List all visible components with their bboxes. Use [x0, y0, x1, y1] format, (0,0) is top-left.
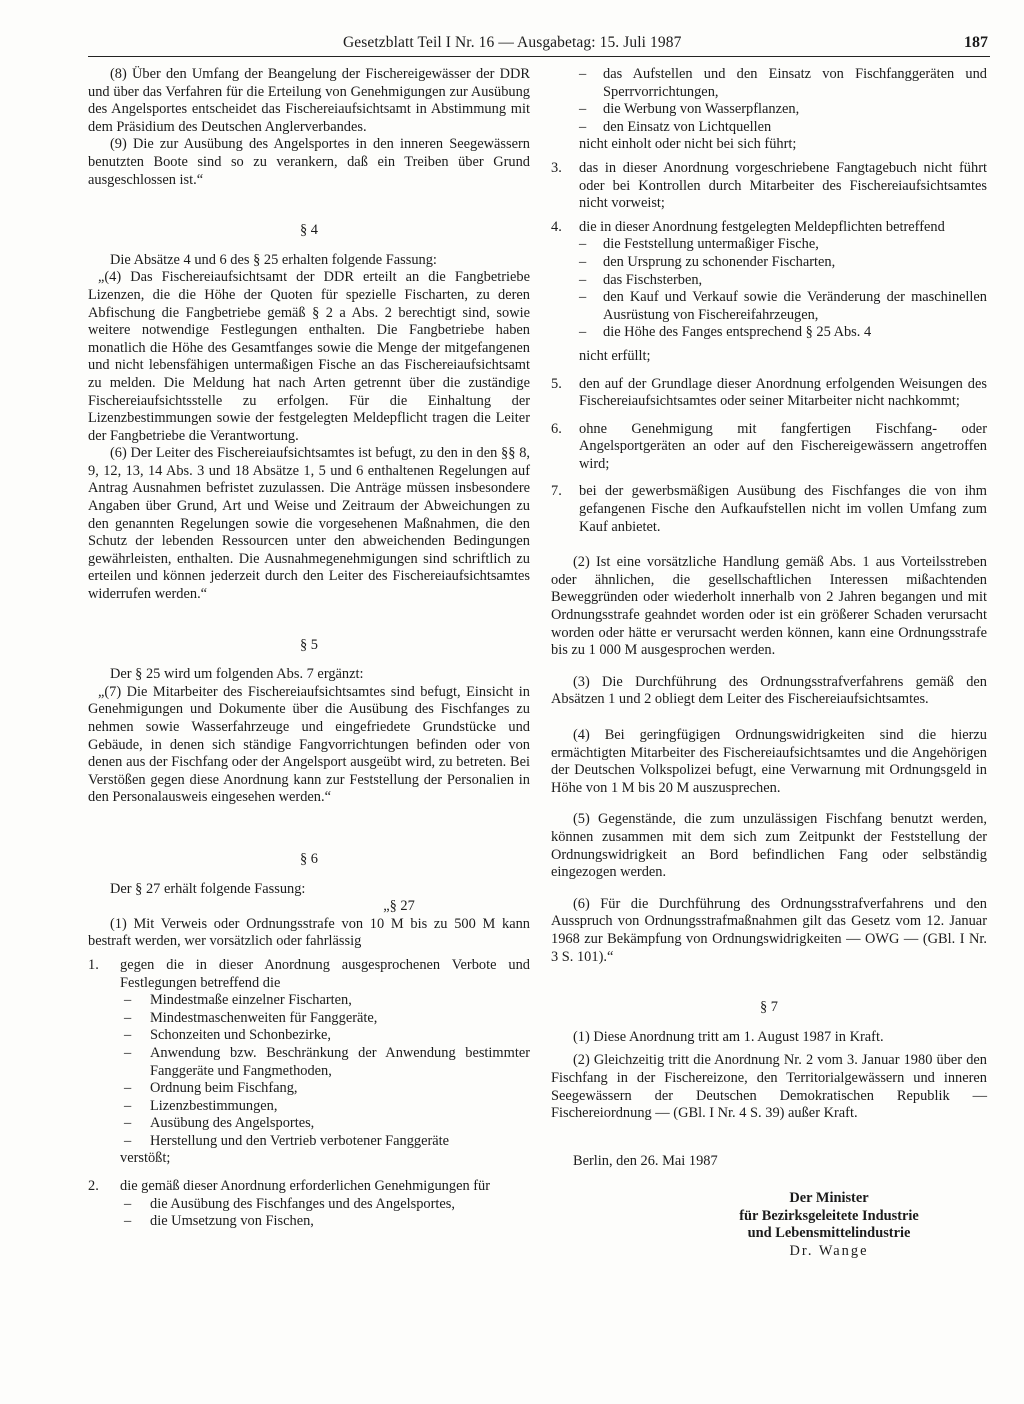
dash-item: – die Ausübung des Fischfanges und des Angelsportes, [124, 1195, 455, 1212]
item-text: bei der gewerbsmäßigen Ausübung des Fischfanges die von ihm gefangenen Fische den Aufkaufstellen nicht im vollen Umfang zum Kauf anbietet. [579, 483, 987, 535]
list-item [551, 219, 987, 237]
dash-text: Herstellung und den Vertrieb verbotener Fanggeräte [150, 1132, 450, 1149]
item-1-tail: verstößt; [120, 1150, 171, 1167]
dash-item: – den Kauf und Verkauf sowie die Veränderung der maschinellen Ausrüstung von Fischereifahrzeugen, [579, 289, 987, 323]
dash-item: – den Einsatz von Lichtquellen [579, 118, 772, 135]
paragraph-3: (3) Die Durchführung des Ordnungsstrafverfahrens gemäß den Absätzen 1 und 2 obliegt dem Leiter des Fischereiaufsichtsamtes. [551, 673, 987, 708]
item-text: die gemäß dieser Anordnung erforderlichen Genehmigungen für [120, 1178, 491, 1195]
list-item [551, 421, 987, 474]
dash-text: Mindestmaschenweiten für Fanggeräte, [150, 1009, 378, 1026]
place-date: Berlin, den 26. Mai 1987 [573, 1152, 718, 1169]
list-item [88, 1178, 530, 1196]
list-item [88, 957, 530, 992]
section-7-heading: § 7 [760, 999, 778, 1016]
page-number: 187 [964, 34, 988, 51]
item-text: ohne Genehmigung mit fangfertigen Fischfang- oder Angelsportgeräten an oder auf den Fischereigewässern angetroffen wird; [579, 420, 987, 472]
section-4-paragraph-4: „(4) Das Fischereiaufsichtsamt der DDR erteilt an die Fangbetriebe Lizenzen, die die Höhe der Quoten für spezielle Fischarten, zu deren Abfischung die Fangbetriebe gemäß § 2 a Abs. 2 berechtigt sind, sowie weitere notwendige Festlegungen enthalten. Die Fangbetriebe haben monatlich die Höhe des Gesamtfanges sowie die Menge der mitgefangenen und nicht lebensfähigen untermaßigen Fische an das Fischereiaufsichtsamt zu melden. Die Meldung hat nach Arten getrennt über die zuständige Fischereiaufsichtsstelle zu erfolgen. Für die Einhaltung der Lizenzbestimmungen sowie der festgelegten Meldepflicht tragen die Leiter der Fangbetriebe die Verantwortung. [88, 269, 530, 444]
dash-item: – die Feststellung untermaßiger Fische, [579, 236, 819, 253]
list-item [551, 160, 987, 213]
section-7-paragraph-2: (2) Gleichzeitig tritt die Anordnung Nr. 2 vom 3. Januar 1980 über den Fischfang in der Fischereizone, den Territorialgewässern und inneren Seegewässern der Deutschen Demokratischen Republik — Fischereiordnung — (GBl. I Nr. 4 S. 39) außer Kraft. [551, 1052, 987, 1122]
header-title: Gesetzblatt Teil I Nr. 16 — Ausgabetag: 15. Juli 1987 [343, 34, 682, 51]
section-6-intro: Der § 27 erhält folgende Fassung: [110, 880, 306, 897]
item-number: 4. [551, 218, 562, 235]
paragraph-6: (6) Für die Durchführung des Ordnungsstrafverfahrens und den Ausspruch von Ordnungsstrafmaßnahmen gilt das Gesetz vom 12. Januar 1968 zur Bekämpfung von Ordnungswidrigkeiten — OWG — (GBl. I Nr. 3 S. 101).“ [551, 895, 987, 965]
dash-item: – Ordnung beim Fischfang, [124, 1080, 298, 1097]
dash-text: den Kauf und Verkauf sowie die Veränderung der maschinellen Ausrüstung von Fischereifahrzeugen, [603, 289, 987, 323]
dash-item: – das Fischsterben, [579, 271, 703, 288]
item-text: den auf der Grundlage dieser Anordnung erfolgenden Weisungen des Fischereiaufsichtsamtes oder seiner Mitarbeiter nicht nachkommt; [579, 375, 987, 410]
signature-title-1: Der Minister [789, 1190, 869, 1207]
dash-text: Mindestmaße einzelner Fischarten, [150, 992, 352, 1009]
item-number: 6. [551, 420, 562, 437]
paragraph-2: (2) Ist eine vorsätzliche Handlung gemäß Abs. 1 aus Vorteilsstreben oder ähnlichen, die gesellschaftlichen Interessen mißachtenden Beweggründen oder wiederholt innerhalb von 2 Jahren begangen und mit Ordnungsstrafe geahndet worden oder ist ein größerer Schaden verursacht worden oder hätte er verursacht werden können, kann eine Ordnungsstrafe bis zu 1 000 M ausgesprochen werden. [551, 554, 987, 659]
dash-text: Lizenzbestimmungen, [150, 1097, 278, 1114]
section-4-heading: § 4 [300, 222, 318, 239]
paragraph-4: (4) Bei geringfügigen Ordnungswidrigkeiten sind die hierzu ermächtigten Mitarbeiter des Fischereiaufsichtsamtes und die Angehörigen der Deutschen Volkspolizei befugt, eine Verwarnung mit Ordnungsgeld in Höhe von 1 M bis 20 M auszusprechen. [551, 727, 987, 796]
dash-text: die Umsetzung von Fischen, [150, 1213, 314, 1230]
paragraph-8: (8) Über den Umfang der Beangelung der Fischereigewässer der DDR und über das Verfahren für die Erteilung von Genehmigungen zur Ausübung des Angelsportes entscheidet das Fischereiaufsichtsamt in Abstimmung mit dem Präsidium des Deutschen Anglerverbandes. [88, 66, 530, 135]
dash-item: – Schonzeiten und Schonbezirke, [124, 1027, 332, 1044]
dash-text: das Fischsterben, [603, 271, 703, 288]
section-6-heading: § 6 [300, 850, 318, 867]
dash-item: – Mindestmaschenweiten für Fanggeräte, [124, 1009, 378, 1026]
section-5-paragraph-7: „(7) Die Mitarbeiter des Fischereiaufsichtsamtes sind befugt, Einsicht in Genehmigungen und Dokumente über die Ausübung des Fischfanges zu nehmen sowie Wasserfahrzeuge und eingefriedete Grundstücke und Gebäude, in denen sich ständige Fangvorrichtungen befinden oder von denen aus der Fischfang oder der Angelsport ausgeübt wird, zu betreten. Bei Verstößen gegen diese Anordnung kann zur Feststellung der Personalien in den Personalausweis eingesehen werden.“ [88, 683, 530, 806]
continuation-tail: nicht einholt oder nicht bei sich führt; [579, 136, 797, 153]
dash-text: den Einsatz von Lichtquellen [603, 118, 772, 135]
list-item [551, 376, 987, 411]
dash-text: Schonzeiten und Schonbezirke, [150, 1027, 332, 1044]
section-4-intro: Die Absätze 4 und 6 des § 25 erhalten folgende Fassung: [110, 251, 437, 268]
paragraph-9: (9) Die zur Ausübung des Angelsportes in den inneren Seegewässern benutzten Boote sind so zu verankern, daß ein Treiben über Grund ausgeschlossen ist.“ [88, 136, 530, 188]
dash-text: die Werbung von Wasserpflanzen, [603, 101, 800, 118]
paragraph-5: (5) Gegenstände, die zum unzulässigen Fischfang benutzt werden, können zusammen mit dem sich zum Zeitpunkt der Feststellung der Ordnungswidrigkeit an Bord befindlichen Fang oder selbständig eingezogen werden. [551, 811, 987, 881]
item-4-tail: nicht erfüllt; [579, 347, 651, 364]
dash-text: Ausübung des Angelsportes, [150, 1115, 315, 1132]
item-number: 7. [551, 483, 562, 500]
item-text: gegen die in dieser Anordnung ausgesprochenen Verbote und Festlegungen betreffend die [120, 956, 530, 991]
section-4-paragraph-6: (6) Der Leiter des Fischereiaufsichtsamtes ist befugt, zu den in den §§ 8, 9, 12, 13, 14 Abs. 3 und 18 Absätze 1, 5 und 6 enthaltenen Regelungen auf Antrag Ausnahmen befristet zuzulassen. Die Anträge müssen insbesondere Angaben über Grund, Art und Weise und Zeitraum der Abweichungen zu den genannten Regelungen sowie die vorgesehenen Maßnahmen, die den Schutz der lebenden Ressourcen unter den abweichenden Bedingungen gewährleisten, enthalten. Die Ausnahmegenehmigungen sind schriftlich zu erteilen und können jederzeit durch den Leiter des Fischereiaufsichtsamtes widerrufen werden.“ [88, 445, 530, 603]
item-number: 2. [88, 1178, 99, 1195]
dash-text: die Feststellung untermaßiger Fische, [603, 236, 819, 253]
dash-text: die Ausübung des Fischfanges und des Angelsportes, [150, 1195, 455, 1212]
left-column [88, 66, 530, 1231]
item-number: 5. [551, 375, 562, 392]
item-text: die in dieser Anordnung festgelegten Meldepflichten betreffend [579, 218, 945, 235]
signature-name: Dr. Wange [789, 1243, 869, 1260]
item-number: 3. [551, 159, 562, 176]
dash-text: Anwendung bzw. Beschränkung der Anwendung bestimmter Fanggeräte und Fangmethoden, [150, 1044, 530, 1079]
dash-item: – Herstellung und den Vertrieb verbotener Fanggeräte [124, 1132, 450, 1149]
section-5-heading: § 5 [300, 636, 318, 653]
signature-title-3: und Lebensmittelindustrie [747, 1225, 911, 1242]
page-header [88, 34, 988, 56]
header-rule [88, 56, 990, 57]
dash-item: – den Ursprung zu schonender Fischarten, [579, 253, 836, 270]
item-number: 1. [88, 956, 99, 973]
dash-item: – Mindestmaße einzelner Fischarten, [124, 992, 352, 1009]
dash-item: – Lizenzbestimmungen, [124, 1097, 278, 1114]
dash-item: – die Werbung von Wasserpflanzen, [579, 101, 800, 118]
section-27-paragraph-1: (1) Mit Verweis oder Ordnungsstrafe von 10 M bis zu 500 M kann bestraft werden, wer vorsätzlich oder fahrlässig [88, 915, 530, 950]
section-5-intro: Der § 25 wird um folgenden Abs. 7 ergänzt: [110, 666, 364, 683]
dash-text: die Höhe des Fanges entsprechend § 25 Abs. 4 [603, 324, 872, 341]
dash-item: – Anwendung bzw. Beschränkung der Anwendung bestimmter Fanggeräte und Fangmethoden, [124, 1044, 530, 1079]
section-7-paragraph-1: (1) Diese Anordnung tritt am 1. August 1987 in Kraft. [573, 1028, 884, 1045]
dash-item: – die Umsetzung von Fischen, [124, 1213, 314, 1230]
section-27-subheading: „§ 27 [383, 898, 415, 915]
dash-text: den Ursprung zu schonender Fischarten, [603, 253, 836, 270]
right-column [551, 66, 987, 1261]
list-item [551, 483, 987, 536]
dash-item: – das Aufstellen und den Einsatz von Fischfanggeräten und Sperrvorrichtungen, [579, 66, 987, 100]
dash-text: Ordnung beim Fischfang, [150, 1080, 298, 1097]
dash-text: das Aufstellen und den Einsatz von Fischfanggeräten und Sperrvorrichtungen, [603, 66, 987, 100]
item-text: das in dieser Anordnung vorgeschriebene Fangtagebuch nicht führt oder bei Kontrollen durch Mitarbeiter des Fischereiaufsichtsamtes nicht vorweist; [579, 159, 987, 212]
dash-item: – die Höhe des Fanges entsprechend § 25 Abs. 4 [579, 324, 872, 341]
dash-item: – Ausübung des Angelsportes, [124, 1115, 315, 1132]
signature-title-2: für Bezirksgeleitete Industrie [739, 1207, 919, 1224]
